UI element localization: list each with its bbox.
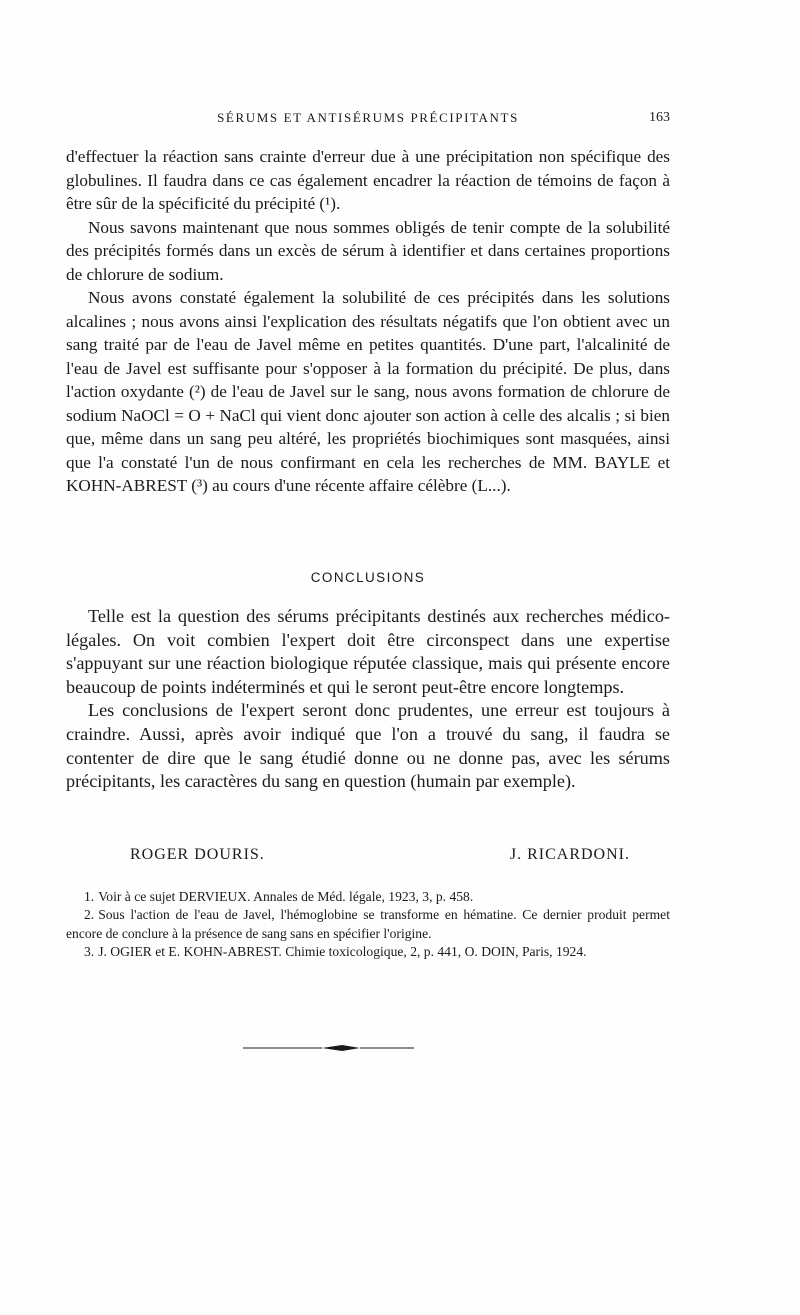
footnote-number: 3. <box>84 943 95 959</box>
footnote <box>66 906 670 943</box>
footnote-number: 1. <box>84 889 95 904</box>
signature-right: J. RICARDONI. <box>509 846 630 863</box>
section-heading-conclusions: CONCLUSIONS <box>310 570 426 585</box>
body-text-conclusions <box>66 605 670 794</box>
footnote-text: Voir à ce sujet DERVIEUX. Annales de Méd. légale, 1923, 3, p. 458. <box>98 889 474 904</box>
paragraph: d'effectuer la réaction sans crainte d'erreur due à une précipitation non spécifique des globulines. Il faudra dans ce cas également encadrer la réaction de témoins de façon à être sûr de la spécificité du précipité (¹). <box>66 147 670 213</box>
footnote <box>66 943 670 961</box>
signature-left: ROGER DOURIS. <box>130 846 265 863</box>
footnotes <box>66 888 670 961</box>
paragraph: Telle est la question des sérums précipitants destinés aux recherches médico-légales. On voit combien l'expert doit être circonspect dans une expertise s'appuyant sur une réaction biologique réputée classique, mais qui présente encore beaucoup de points indéterminés et qui le seront peut-être encore longtemps. <box>66 606 670 697</box>
footnote-text: J. OGIER et E. KOHN-ABREST. Chimie toxicologique, 2, p. 441, O. DOIN, Paris, 1924. <box>98 943 587 959</box>
signatures <box>130 846 630 868</box>
page-header <box>66 110 670 134</box>
page-number: 163 <box>649 110 670 125</box>
paragraph: Nous avons constaté également la solubilité de ces précipités dans les solutions alcalines ; nous avons ainsi l'explication des résultats négatifs que l'on obtient avec un sang traité par de l'eau de Javel même en petites quantités. D'une part, l'alcalinité de l'eau de Javel est suffisante pour s'opposer à la formation du précipité. De plus, dans l'action oxydante (²) de l'eau de Javel sur le sang, nous avons formation de chlorure de sodium NaOCl = O + NaCl qui vient donc ajouter son action à celle des alcalis ; si bien que, même dans un sang peu altéré, les propriétés biochimiques sont masquées, ainsi que l'a constaté l'un de nous confirmant en cela les recherches de MM. BAYLE et KOHN-ABREST (³) au cours d'une récente affaire célèbre (L...). <box>66 288 670 495</box>
running-title: SÉRUMS ET ANTISÉRUMS PRÉCIPITANTS <box>217 110 519 125</box>
paragraph: Les conclusions de l'expert seront donc prudentes, une erreur est toujours à craindre. Aussi, après avoir indiqué que l'on a trouvé du sang, il faudra se contenter de dire que le sang étudié donne ou ne donne pas, avec les sérums précipitants, les caractères du sang en question (humain par exemple). <box>66 700 670 792</box>
body-text-section-1 <box>66 145 670 498</box>
footnote-text: Sous l'action de l'eau de Javel, l'hémoglobine se transforme en hématine. Ce dernier produit permet encore de conclure à la présence de sang sans en spécifier l'origine. <box>66 907 670 941</box>
paragraph: Nous savons maintenant que nous sommes obligés de tenir compte de la solubilité des précipités formés dans un excès de sérum à identifier et dans certaines proportions de chlorure de sodium. <box>66 217 670 284</box>
divider-diamond <box>322 1045 360 1051</box>
ornamental-divider <box>238 1042 438 1054</box>
footnote-number: 2. <box>84 907 95 923</box>
footnote <box>66 888 670 906</box>
